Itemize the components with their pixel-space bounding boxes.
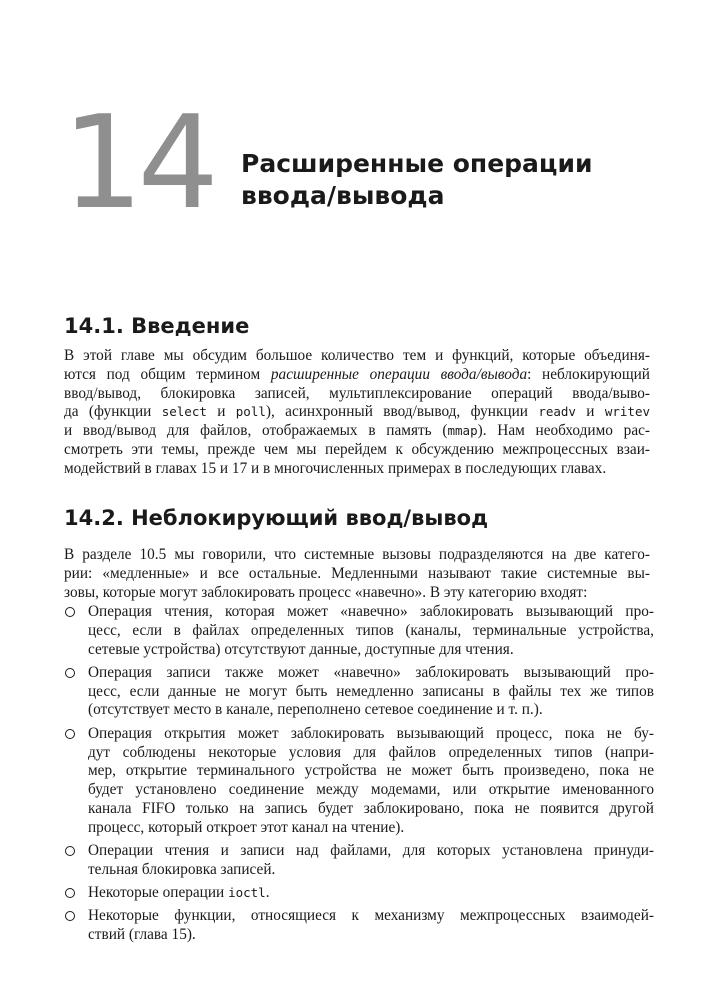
circle-bullet-icon <box>65 668 75 678</box>
list-item: Операция записи также может «навечно» заблокировать вызывающий про- цесс, если данные не могут быть немедленно записаны в файлы тех же типов (отсутствует место в канале, переполнено сетевое соединение и т. п.). <box>64 664 654 720</box>
circle-bullet-icon <box>65 607 75 617</box>
code-mmap: mmap <box>447 423 478 439</box>
text-line: ются под общим термином расширенные операции ввода/вывода: неблокирующий <box>64 365 650 383</box>
chapter-number: 14 <box>62 89 213 238</box>
list-item: Операция чтения, которая может «навечно» заблокировать вызывающий про- цесс, если в файлах определенных типов (каналы, терминальные устройства, сетевые устройства) отсутствуют данные, доступные для чтения. <box>64 603 654 659</box>
chapter-title <box>241 148 592 212</box>
circle-bullet-icon <box>65 888 75 898</box>
circle-bullet-icon <box>65 911 75 921</box>
section-heading-introduction: 14.1. Введение <box>64 314 250 338</box>
text-line: смотреть эти темы, прежде чем мы перейдем к обсуждению межпроцессных взаи- <box>64 440 650 458</box>
text-line: рии: «медленные» и все остальные. Медленными называют такие системные вы- <box>64 564 650 582</box>
list-item: Некоторые операции ioctl. <box>64 884 654 903</box>
code-writev: writev <box>604 404 650 420</box>
section-heading-nonblocking-io: 14.2. Неблокирующий ввод/вывод <box>64 506 489 530</box>
section-1-paragraph <box>64 347 650 479</box>
text-line: и ввод/вывод для файлов, отображаемых в память (mmap). Нам необходимо рас- <box>64 422 650 440</box>
text-line: зовы, которые могут заблокировать процесс «навечно». В эту категорию входят: <box>64 583 588 601</box>
code-select: select <box>161 404 207 420</box>
text-line: ввод/вывод, блокировка записей, мультиплексирование операций ввода/выво- <box>64 384 650 402</box>
bullet-list <box>64 603 654 950</box>
code-poll: poll <box>235 404 266 420</box>
list-item: Некоторые функции, относящиеся к механизму межпроцессных взаимодей- ствий (глава 15). <box>64 907 654 945</box>
list-item: Операция открытия может заблокировать вызывающий процесс, пока не бу- дут соблюдены некоторые условия для файлов определенных типов (напри- мер, открытие терминального устройства не может быть произведено, пока не будет установлено соединение между модемами, или открытие именованного канала FIFO только на запись будет заблокировано, пока не появится другой процесс, который откроет этот канал на чтение). <box>64 725 654 838</box>
code-readv: readv <box>538 404 576 420</box>
list-item: Операции чтения и записи над файлами, для которых установлена принуди- тельная блокировка записей. <box>64 842 654 880</box>
italic-term: расширенные операции ввода/вывода <box>270 365 528 383</box>
circle-bullet-icon <box>65 846 75 856</box>
code-ioctl: ioctl <box>228 885 266 901</box>
circle-bullet-icon <box>65 729 75 739</box>
chapter-title-line-1: Расширенные операции <box>241 149 593 178</box>
section-2-intro-paragraph <box>64 546 650 602</box>
text-line: В этой главе мы обсудим большое количество тем и функций, которые объединя- <box>64 347 650 364</box>
text-line: модействий в главах 15 и 17 и в многочисленных примерах в последующих главах. <box>64 459 607 477</box>
text-line: В разделе 10.5 мы говорили, что системные вызовы подразделяются на две катего- <box>64 546 650 563</box>
chapter-title-line-2: ввода/вывода <box>241 181 445 210</box>
text-line: да (функции select и poll), асинхронный ввод/вывод, функции readv и writev <box>64 403 650 421</box>
